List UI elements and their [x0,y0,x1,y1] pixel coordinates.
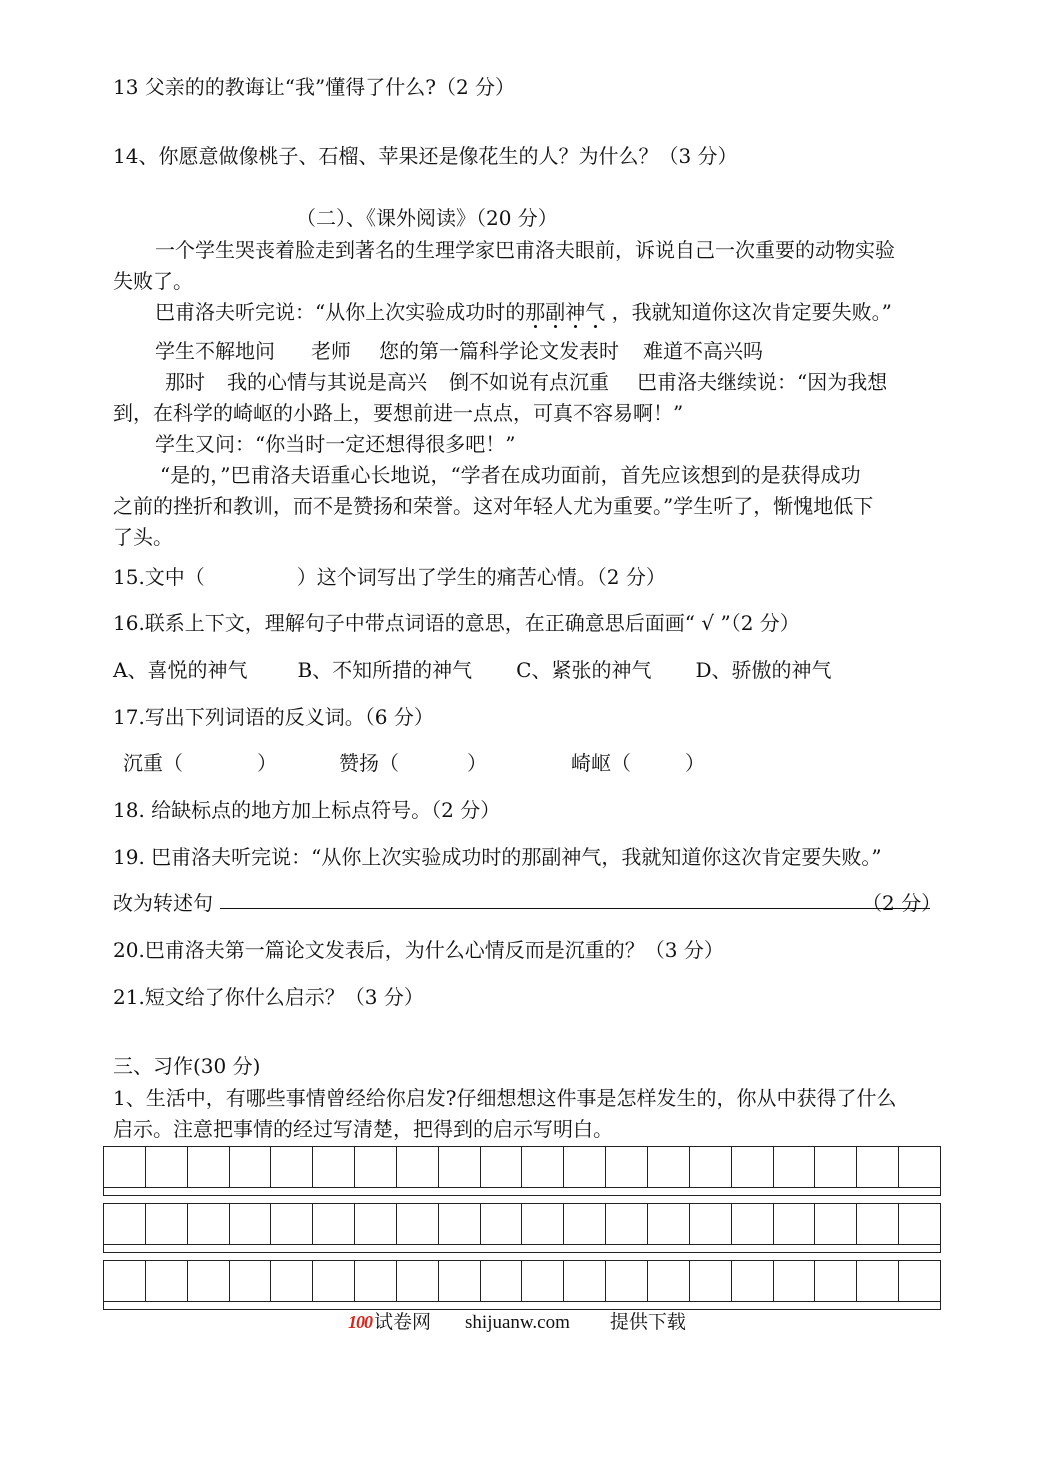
option-d: D、骄傲的神气 [695,658,832,682]
answer-line[interactable] [220,908,930,909]
passage-p3-c: 您的第一篇科学论文发表时 [379,339,619,363]
site-logo: 100 [348,1312,372,1332]
section-3-title: 三、习作(30 分) [113,1054,261,1078]
passage-p6-line2: 之前的挫折和教训，而不是赞扬和荣誉。这对年轻人尤为重要。”学生听了，惭愧地低下 [113,494,874,518]
passage-p3 [155,336,763,366]
question-19-score: （2 分） [862,891,942,915]
word-2: 赞扬（ [339,751,399,775]
writing-prompt-line1: 1、生活中，有哪些事情曾经给你启发?仔细想想这件事是怎样发生的，你从中获得了什么 [113,1086,897,1110]
option-a: A、喜悦的神气 [113,658,248,682]
passage-p4-d: 巴甫洛夫继续说：“因为我想 [637,370,888,394]
passage-p4-a: 那时 [165,370,205,394]
close-paren: ） [467,751,487,775]
grid-row[interactable] [103,1260,941,1302]
passage-p2-before: 巴甫洛夫听完说：“从你上次实验成功时的 [155,300,526,324]
passage-p4-line2: 到，在科学的崎岖的小路上，要想前进一点点，可真不容易啊！” [113,401,684,425]
question-21: 21.短文给了你什么启示？（3 分） [113,985,424,1009]
word-1: 沉重（ [123,751,183,775]
passage-p6-line3: 了头。 [113,525,173,549]
passage-p6-line1: “是的，”巴甫洛夫语重心长地说，“学者在成功面前，首先应该想到的是获得成功 [160,463,861,487]
passage-p3-b: 老师 [311,339,351,363]
grid-row[interactable] [103,1203,941,1245]
passage-p4-line1 [165,367,887,397]
question-16-options [113,655,832,685]
option-c: C、紧张的神气 [516,658,652,682]
site-domain: shijuanw.com [465,1312,570,1333]
question-20: 20.巴甫洛夫第一篇论文发表后，为什么心情反而是沉重的？（3 分） [113,938,724,962]
site-name: 试卷网 [374,1312,432,1333]
question-19-label: 改为转述句 [113,891,213,915]
section-2-title: （二）、《课外阅读》（20 分） [296,206,558,230]
close-paren: ） [257,751,277,775]
option-b: B、不知所措的神气 [297,658,473,682]
question-13: 13 父亲的的教诲让“我”懂得了什么?（2 分） [113,75,516,99]
dotted-char: 副 [545,300,566,324]
passage-p3-d: 难道不高兴吗 [643,339,763,363]
close-paren: ） [685,751,705,775]
passage-p5: 学生又问：“你当时一定还想得很多吧！” [155,432,516,456]
footer-tagline: 提供下载 [609,1312,686,1333]
writing-grid[interactable] [103,1146,941,1310]
question-17-words [123,748,705,778]
question-15-b: ）这个词写出了学生的痛苦心情。（2 分） [296,565,666,589]
question-17: 17.写出下列词语的反义词。（6 分） [113,705,434,729]
word-3: 崎岖（ [571,751,631,775]
question-19: 19. 巴甫洛夫听完说：“从你上次实验成功时的那副神气，我就知道你这次肯定要失败。” [113,845,882,869]
grid-row[interactable] [103,1146,941,1188]
passage-p3-a: 学生不解地问 [155,339,275,363]
question-18: 18. 给缺标点的地方加上标点符号。（2 分） [113,798,501,822]
dotted-char: 那 [525,300,546,324]
passage-p2 [155,297,892,327]
passage-p4-b: 我的心情与其说是高兴 [227,370,427,394]
writing-prompt-line2: 启示。注意把事情的经过写清楚，把得到的启示写明白。 [113,1117,613,1141]
passage-p1-line1: 一个学生哭丧着脸走到著名的生理学家巴甫洛夫眼前，诉说自己一次重要的动物实验 [155,238,895,262]
question-14: 14、你愿意做像桃子、石榴、苹果还是像花生的人？为什么？（3 分） [113,144,738,168]
question-16: 16.联系上下文，理解句子中带点词语的意思，在正确意思后面画“ √ ”（2 分） [113,611,800,635]
passage-p1-line2: 失败了。 [113,269,193,293]
question-15-a: 15.文中（ [113,565,205,589]
dotted-char: 气 [585,300,606,324]
question-15 [113,562,666,592]
dotted-char: 神 [565,300,586,324]
passage-p4-c: 倒不如说有点沉重 [449,370,609,394]
passage-p2-after: ，我就知道你这次肯定要失败。” [605,300,892,324]
page-footer [348,1308,686,1337]
